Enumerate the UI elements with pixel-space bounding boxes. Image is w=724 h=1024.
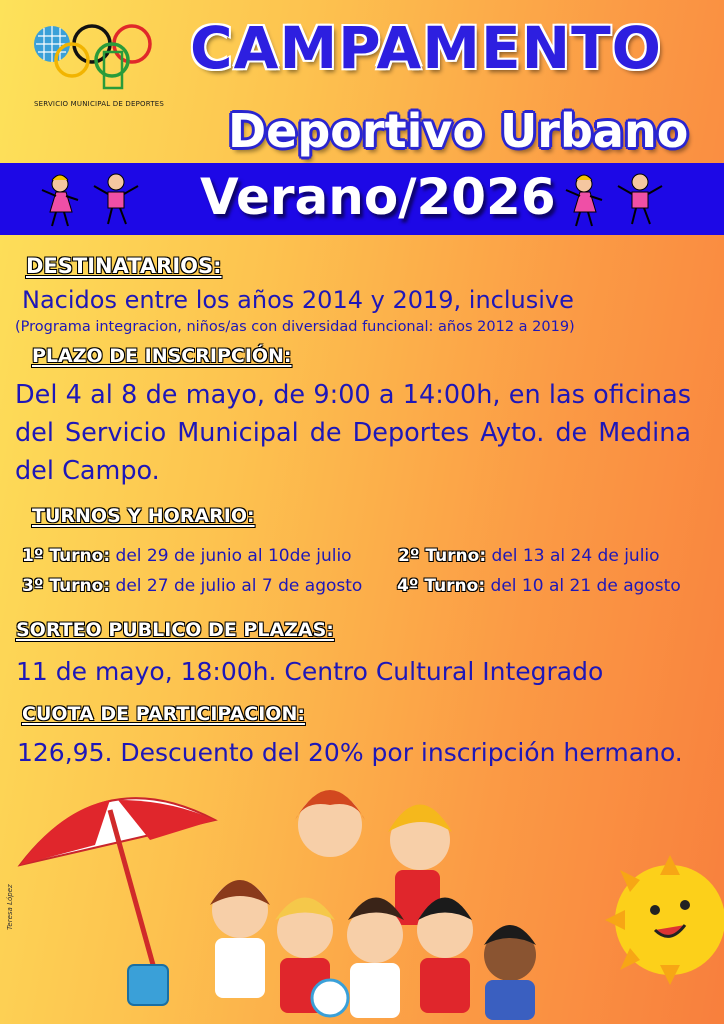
sun-icon [605, 855, 724, 985]
sorteo-text: 11 de mayo, 18:00h. Centro Cultural Integrado [16, 657, 604, 686]
turno-item [22, 546, 352, 566]
municipal-sports-logo [30, 22, 180, 112]
plazo-heading: PLAZO DE INSCRIPCIÓN: [32, 345, 292, 367]
cuota-heading: CUOTA DE PARTICIPACION: [22, 703, 305, 725]
cuota-text: 126,95. Descuento del 20% por inscripción hermano. [17, 738, 683, 767]
destinatarios-note: (Programa integracion, niños/as con diversidad funcional: años 2012 a 2019) [15, 319, 575, 335]
kids-illustration [0, 770, 724, 1024]
turno-item [22, 576, 362, 596]
turno-label: 1º Turno: [22, 546, 111, 566]
beach-umbrella-icon [20, 798, 215, 1005]
children-group-icon [210, 790, 536, 1020]
turno-dates: del 10 al 21 de agosto [490, 576, 681, 596]
artist-signature: Teresa López [6, 884, 14, 930]
sorteo-heading: SORTEO PUBLICO DE PLAZAS: [16, 619, 334, 641]
plazo-text: Del 4 al 8 de mayo, de 9:00 a 14:00h, en las oficinas del Servicio Municipal de Deportes Ayto. de Medina del Campo. [15, 380, 691, 486]
turno-dates: del 29 de junio al 10de julio [115, 546, 352, 566]
year-label: Verano/2026 [200, 168, 556, 226]
turno-label: 2º Turno: [398, 546, 487, 566]
turno-item [397, 576, 681, 596]
turno-label: 4º Turno: [397, 576, 486, 596]
boy-jumping-icon [88, 170, 148, 230]
poster-subtitle: Deportivo Urbano [228, 104, 689, 158]
logo-caption: SERVICIO MUNICIPAL DE DEPORTES [34, 100, 165, 108]
destinatarios-text: Nacidos entre los años 2014 y 2019, inclusive [22, 286, 574, 314]
poster-title: CAMPAMENTO [190, 14, 662, 82]
turno-dates: del 27 de julio al 7 de agosto [115, 576, 363, 596]
turno-dates: del 13 al 24 de julio [491, 546, 660, 566]
turno-item [398, 546, 660, 566]
boy-jumping-icon [612, 170, 672, 230]
destinatarios-heading: DESTINATARIOS: [26, 254, 222, 278]
turnos-heading: TURNOS Y HORARIO: [32, 505, 255, 527]
turno-label: 3º Turno: [22, 576, 111, 596]
